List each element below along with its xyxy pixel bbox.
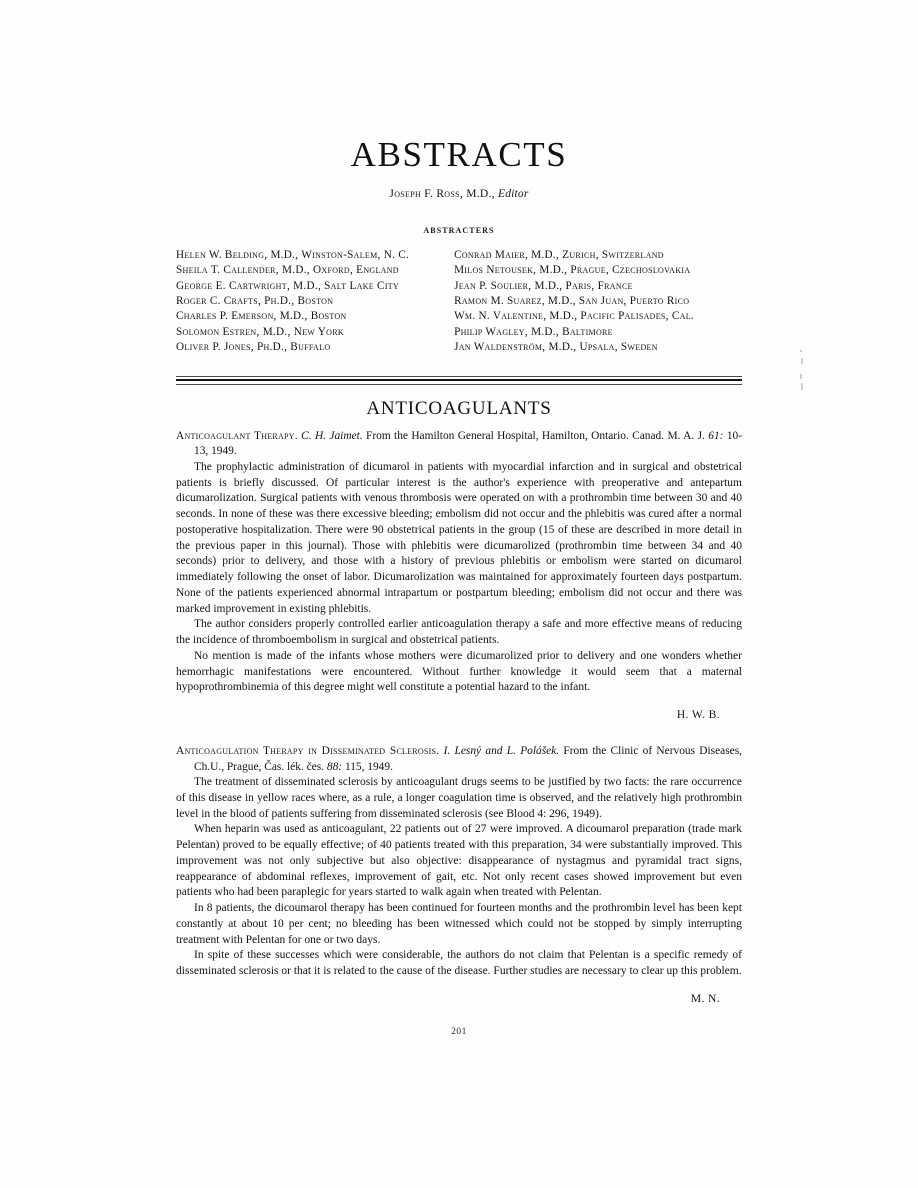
editor-name: Joseph F. Ross, M.D., (389, 187, 495, 200)
abstracter-entry: Roger C. Crafts, Ph.D., Boston (176, 294, 334, 307)
article-paragraph: The treatment of disseminated sclerosis by anticoagulant drugs seems to be justified by two facts: the rare occurrence of this disease in yellow races where, as a rule, a longer coagulation time is observed, and the relatively high prothrombin level in the blood of patients suffering from disseminated sclerosis (see Blood 4: 296, 1949). (176, 776, 742, 820)
abstracter-entry: Milos Netousek, M.D., Prague, Czechoslovakia (454, 264, 691, 277)
article-heading (176, 744, 742, 775)
abstracter-entry: Solomon Estren, M.D., New York (176, 325, 344, 338)
divider-rule-bottom (176, 384, 742, 385)
divider-rule-top (176, 376, 742, 377)
article-paragraph: In 8 patients, the dicoumarol therapy has been continued for fourteen months and the prothrombin level has been kept constantly at about 10 per cent; no bleeding has been witnessed which could not be stopped by simply interrupting treatment with Pelentan for one or two days. (176, 902, 742, 946)
article-source: From the Clinic of Nervous Diseases, Ch.U., Prague, Čas. lék. čes. (194, 745, 742, 773)
article-volume: 88: (326, 760, 343, 773)
abstracter-initials: M. N. (690, 992, 720, 1005)
article-source: From the Hamilton General Hospital, Hamilton, Ontario. Canad. M. A. J. (366, 429, 705, 442)
abstracter-initials: H. W. B. (676, 709, 720, 722)
abstract-article (176, 744, 742, 1005)
article-heading (176, 429, 742, 460)
abstracters-heading: ABSTRACTERS (423, 225, 495, 235)
article-citation-rest: 115, 1949. (344, 760, 393, 773)
abstracters-column-left (176, 248, 446, 356)
article-paragraph: In spite of these successes which were considerable, the authors do not claim that Pelentan is a specific remedy of disseminated sclerosis or that it is related to the cause of the disease. Further studies are necessary to clear up this problem. (176, 949, 742, 978)
article-title: Anticoagulant Therapy. (176, 429, 298, 442)
article-authors: I. Lesný and L. Polášek. (443, 745, 560, 758)
scan-speck (801, 383, 803, 390)
section-divider-rules (176, 376, 742, 385)
page-number: 201 (451, 1026, 467, 1037)
article-paragraph: No mention is made of the infants whose mothers were dicumarolized prior to delivery and one wonders whether hemorrhagic manifestations were encountered. Without further knowledge it would seem that a maternal hypoprothrombinemia of this degree might well constitute a potential hazard to the infant. (176, 649, 742, 694)
abstracter-entry: Helen W. Belding, M.D., Winston-Salem, N. C. (176, 248, 410, 261)
scan-speck (801, 358, 803, 364)
abstracter-entry: Wm. N. Valentine, M.D., Pacific Palisades, Cal. (454, 310, 694, 323)
article-authors: C. H. Jaimet. (301, 429, 363, 442)
page-content (176, 0, 742, 1037)
scan-speck (800, 374, 802, 379)
abstract-article (176, 429, 742, 721)
section-title: ANTICOAGULANTS (366, 397, 552, 419)
abstracter-entry: Conrad Maier, M.D., Zurich, Switzerland (454, 248, 664, 261)
abstracter-entry: George E. Cartwright, M.D., Salt Lake City (176, 279, 400, 292)
article-volume: 61: (708, 429, 724, 442)
article-paragraph: When heparin was used as anticoagulant, 22 patients out of 27 were improved. A dicoumarol preparation (trade mark Pelentan) proved to be equally effective; of 40 patients treated with this preparation, 34 were substantially improved. This improvement was not only subjective but also objective: disappearance of nystagmus and pyramidal tract signs, reappearance of abdominal reflexes, improvement of gait, etc. Not only recent cases showed improvement but even patients who had been paraplegic for years started to walk again when treated with Pelentan. (176, 823, 742, 899)
editor-role: Editor (497, 187, 529, 200)
abstracter-entry: Jean P. Soulier, M.D., Paris, France (454, 279, 633, 292)
abstracter-entry: Oliver P. Jones, Ph.D., Buffalo (176, 341, 331, 354)
abstracters-list (176, 248, 742, 356)
article-citation-rest: 10-13, 1949. (194, 429, 743, 458)
abstracter-entry: Sheila T. Callender, M.D., Oxford, England (176, 264, 399, 277)
abstracter-entry: Jan Waldenström, M.D., Upsala, Sweden (454, 341, 658, 354)
scan-speck (800, 350, 802, 352)
editor-line (176, 188, 742, 200)
abstracter-entry: Charles P. Emerson, M.D., Boston (176, 310, 347, 323)
divider-rule-middle (176, 379, 742, 382)
abstracter-entry: Ramon M. Suarez, M.D., San Juan, Puerto Rico (454, 294, 690, 307)
article-paragraph: The author considers properly controlled earlier anticoagulation therapy a safe and more effective means of reducing the incidence of thromboembolism in surgical and obstetrical patients. (176, 618, 742, 647)
article-paragraph: The prophylactic administration of dicumarol in patients with myocardial infarction and in surgical and obstetrical patients is briefly discussed. Of particular interest is the author's experience with preoperative and antepartum dicumarolization. Surgical patients with venous thrombosis were operated on with a prothrombin time between 30 and 40 seconds. In none of these was there excessive bleeding; embolism did not occur and the phlebitis was cured after a normal postoperative hospitalization. There were 90 obstetrical patients in the group (15 of these are described in more detail in the previous paper in this journal). Those with phlebitis were dicumarolized (prothrombin time between 34 and 40 seconds) prior to delivery, and those with a history of previous phlebitis or embolism were started on dicumarol immediately following the onset of labor. Dicumarolization was maintained for approximately fourteen days postpartum. None of the patients experienced abnormal intrapartum or postpartum bleeding; embolism did not occur and there was marked improvement in existing phlebitis. (176, 460, 742, 615)
article-title: Anticoagulation Therapy in Disseminated Sclerosis. (176, 745, 440, 758)
page-title: ABSTRACTS (350, 135, 568, 174)
abstracters-column-right (446, 248, 742, 356)
abstracter-entry: Philip Wagley, M.D., Baltimore (454, 325, 613, 338)
